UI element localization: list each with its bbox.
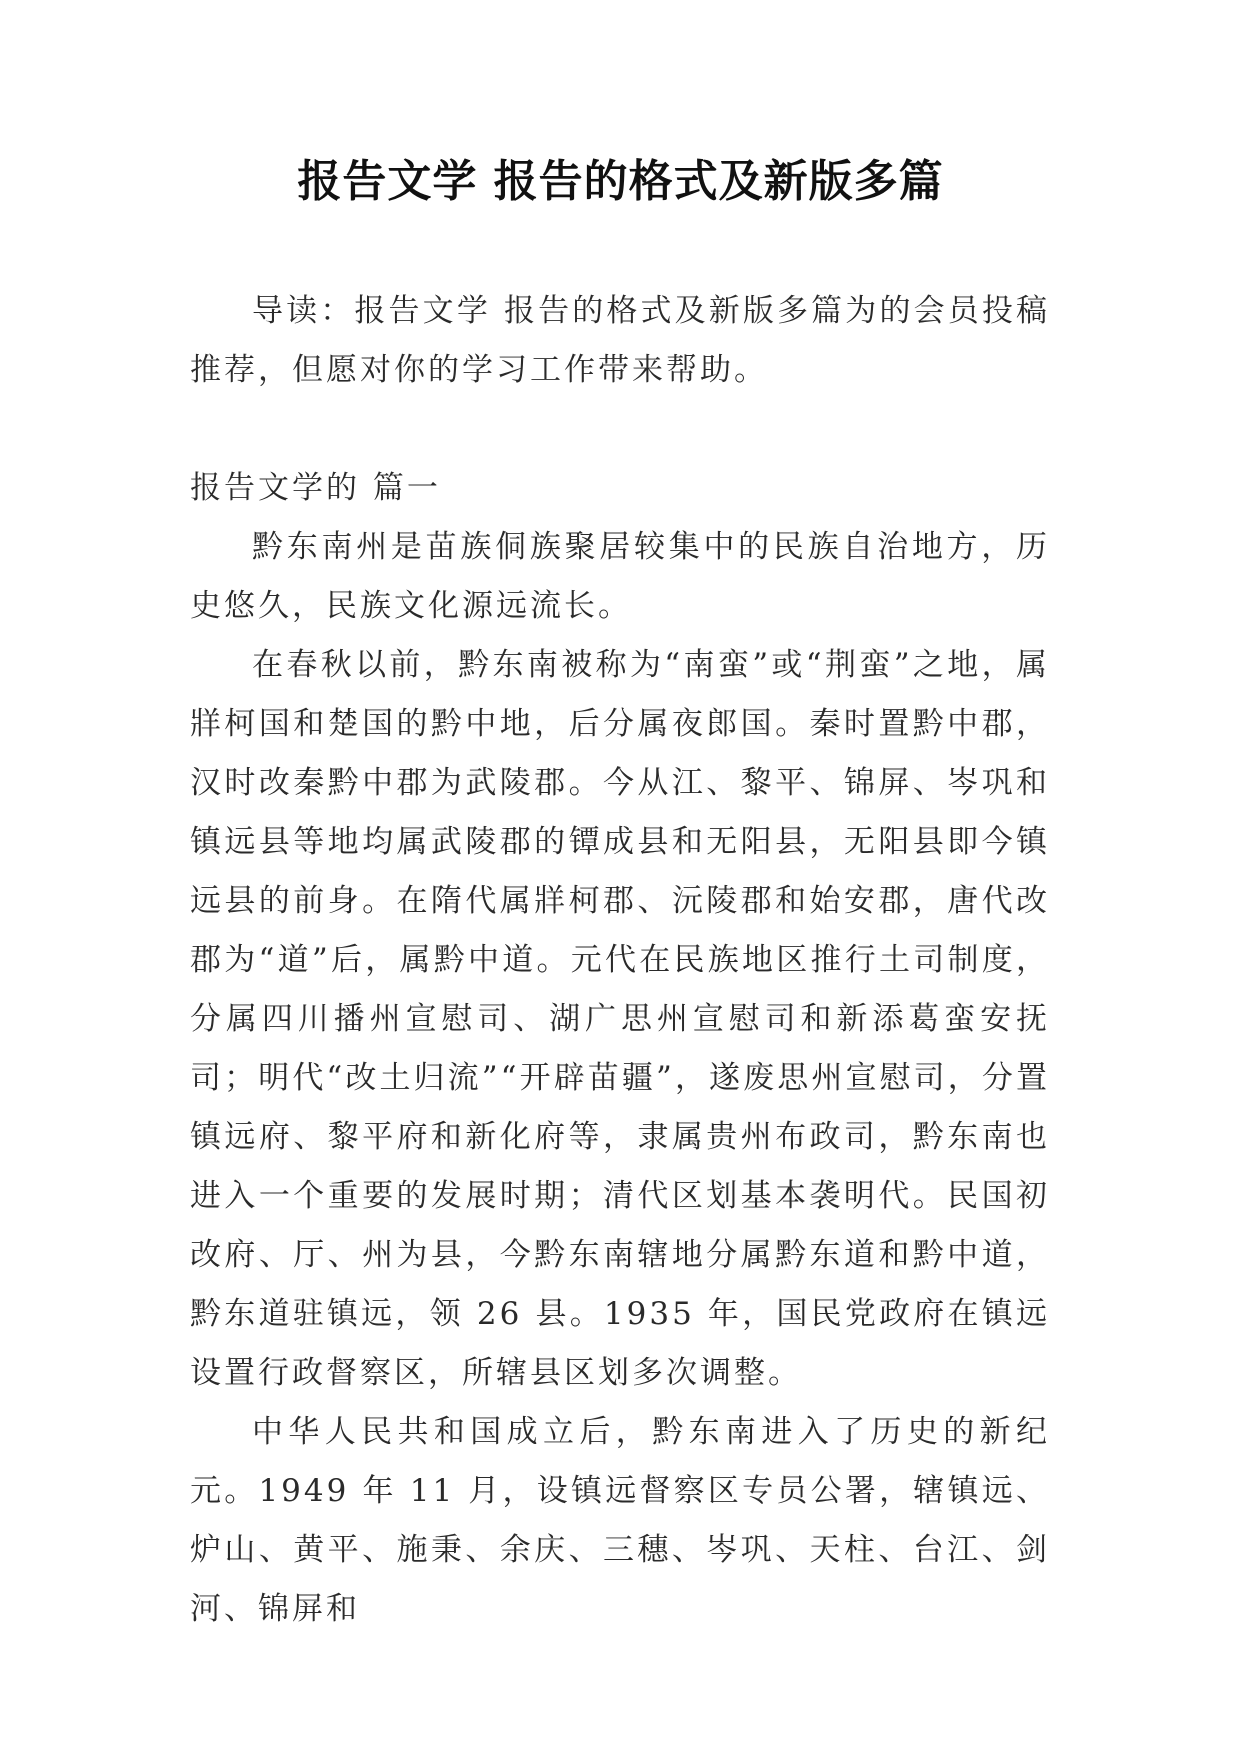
intro-paragraph: 导读：报告文学 报告的格式及新版多篇为的会员投稿推荐，但愿对你的学习工作带来帮助。 [190, 293, 1050, 388]
body-paragraph: 中华人民共和国成立后，黔东南进入了历史的新纪元。1949 年 11 月，设镇远督察区专员公署，辖镇远、炉山、黄平、施秉、余庆、三穗、岑巩、天柱、台江、剑河、锦屏和 [190, 1414, 1050, 1627]
spacer [190, 400, 1050, 459]
body-paragraph: 黔东南州是苗族侗族聚居较集中的民族自治地方，历史悠久，民族文化源远流长。 [190, 529, 1050, 624]
section-heading: 报告文学的 篇一 [190, 470, 441, 506]
document-body [190, 282, 1050, 1639]
page-title: 报告文学 报告的格式及新版多篇 [297, 156, 944, 207]
body-paragraph: 在春秋以前，黔东南被称为“南蛮”或“荆蛮”之地，属牂柯国和楚国的黔中地，后分属夜郎国。秦时置黔中郡，汉时改秦黔中郡为武陵郡。今从江、黎平、锦屏、岑巩和镇远县等地均属武陵郡的镡成县和无阳县，无阳县即今镇远县的前身。在隋代属牂柯郡、沅陵郡和始安郡，唐代改郡为“道”后，属黔中道。元代在民族地区推行土司制度，分属四川播州宣慰司、湖广思州宣慰司和新添葛蛮安抚司；明代“改土归流”“开辟苗疆”，遂废思州宣慰司，分置镇远府、黎平府和新化府等，隶属贵州布政司，黔东南也进入一个重要的发展时期；清代区划基本袭明代。民国初改府、厅、州为县，今黔东南辖地分属黔东道和黔中道，黔东道驻镇远，领 26 县。1935 年，国民党政府在镇远设置行政督察区，所辖县区划多次调整。 [190, 647, 1050, 1391]
